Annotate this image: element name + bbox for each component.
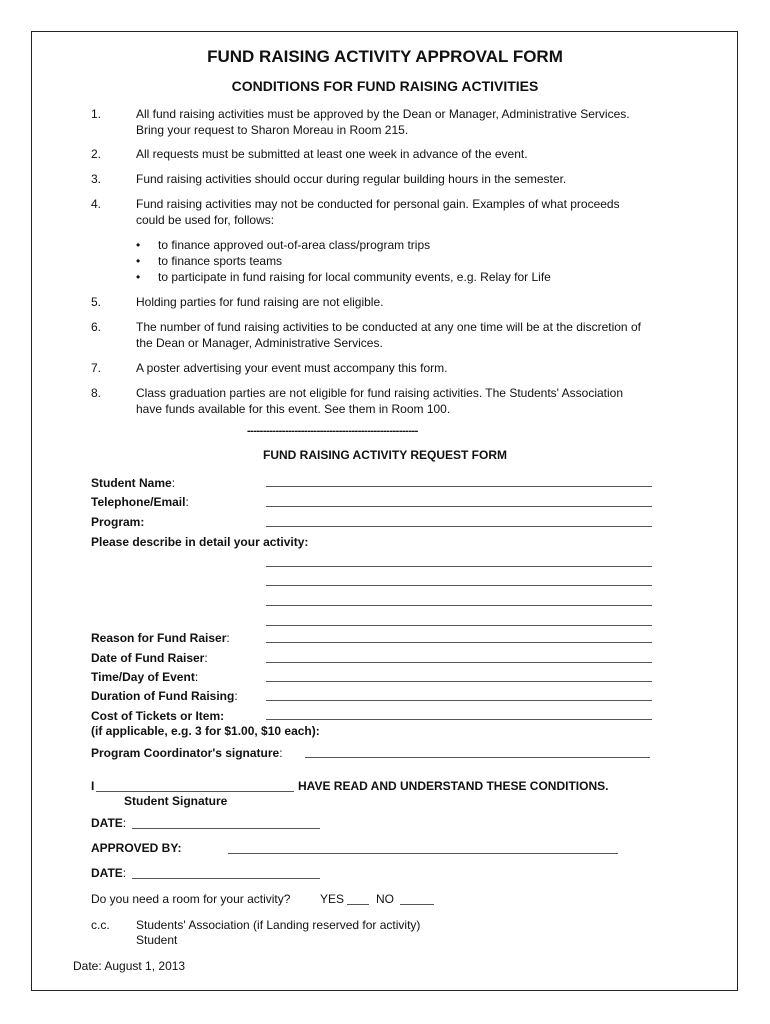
cc-label: c.c. (91, 918, 110, 932)
description-line[interactable] (266, 585, 652, 586)
condition-number: 1. (91, 107, 102, 121)
condition-text: have funds available for this event. See them in Room 100. (136, 402, 451, 416)
telephone-field[interactable] (266, 506, 652, 507)
cost-label: Cost of Tickets or Item: (91, 709, 225, 723)
declaration-text: HAVE READ AND UNDERSTAND THESE CONDITIONS. (298, 779, 609, 793)
condition-text: the Dean or Manager, Administrative Services. (136, 336, 383, 350)
condition-text: A poster advertising your event must accompany this form. (136, 361, 448, 375)
condition-text: Fund raising activities may not be conducted for personal gain. Examples of what proceeds (136, 197, 620, 211)
condition-number: 7. (91, 361, 102, 375)
form-title: FUND RAISING ACTIVITY APPROVAL FORM (207, 47, 563, 66)
description-line[interactable] (266, 625, 652, 626)
condition-number: 4. (91, 197, 102, 211)
time-label: Time/Day of Event: (91, 670, 199, 684)
cost-note: (if applicable, e.g. 3 for $1.00, $10 each): (91, 724, 320, 738)
condition-text: All fund raising activities must be approved by the Dean or Manager, Administrative Services. (136, 107, 630, 121)
student-signature-label: Student Signature (124, 794, 228, 808)
condition-number: 8. (91, 386, 102, 400)
bullet-icon: • (136, 238, 141, 252)
approval-date-label: DATE: (91, 866, 127, 880)
student-signature-field[interactable] (96, 791, 294, 792)
condition-text: could be used for, follows: (136, 213, 275, 227)
bullet-icon: • (136, 270, 141, 284)
no-field[interactable] (400, 904, 434, 905)
approval-date-field[interactable] (132, 878, 320, 879)
condition-text: The number of fund raising activities to be conducted at any one time will be at the discretion of (136, 320, 641, 334)
coordinator-signature-label: Program Coordinator's signature: (91, 746, 283, 760)
cc-recipient: Student (136, 933, 178, 947)
condition-text: Class graduation parties are not eligible for fund raising activities. The Students' Association (136, 386, 624, 400)
conditions-heading: CONDITIONS FOR FUND RAISING ACTIVITIES (231, 78, 539, 94)
program-field[interactable] (266, 526, 652, 527)
condition-number: 6. (91, 320, 102, 334)
approved-by-label: APPROVED BY: (91, 841, 182, 855)
date-field[interactable] (266, 662, 652, 663)
condition-number: 5. (91, 295, 102, 309)
reason-label: Reason for Fund Raiser: (91, 631, 230, 645)
reason-field[interactable] (266, 642, 652, 643)
description-line[interactable] (266, 566, 652, 567)
coordinator-signature-field[interactable] (305, 757, 650, 758)
program-label: Program: (91, 515, 145, 529)
time-field[interactable] (266, 681, 652, 682)
request-form-heading: FUND RAISING ACTIVITY REQUEST FORM (262, 448, 507, 462)
no-label: NO (376, 892, 394, 906)
bullet-icon: • (136, 254, 141, 268)
condition-text: Holding parties for fund raising are not eligible. (136, 295, 384, 309)
condition-number: 2. (91, 147, 102, 161)
date-label: Date of Fund Raiser: (91, 651, 208, 665)
cost-field[interactable] (266, 719, 652, 720)
footer-date: Date: August 1, 2013 (73, 959, 186, 973)
condition-text: Fund raising activities should occur during regular building hours in the semester. (136, 172, 567, 186)
condition-number: 3. (91, 172, 102, 186)
describe-label: Please describe in detail your activity: (91, 535, 309, 549)
duration-label: Duration of Fund Raising: (91, 689, 238, 703)
date-signature-label: DATE: (91, 816, 127, 830)
date-signature-field[interactable] (132, 828, 320, 829)
section-separator: ------------------------------------------------------ (247, 425, 418, 437)
yes-label: YES (320, 892, 345, 906)
declaration-prefix: I (91, 779, 95, 793)
approved-by-field[interactable] (228, 853, 618, 854)
room-question: Do you need a room for your activity? (91, 892, 291, 906)
bullet-text: to participate in fund raising for local community events, e.g. Relay for Life (158, 270, 551, 284)
yes-field[interactable] (347, 904, 369, 905)
bullet-text: to finance approved out-of-area class/program trips (158, 238, 431, 252)
telephone-label: Telephone/Email: (91, 495, 189, 509)
duration-field[interactable] (266, 700, 652, 701)
description-line[interactable] (266, 605, 652, 606)
student-name-label: Student Name: (91, 476, 176, 490)
condition-text: Bring your request to Sharon Moreau in Room 215. (136, 123, 409, 137)
condition-text: All requests must be submitted at least one week in advance of the event. (136, 147, 528, 161)
student-name-field[interactable] (266, 486, 652, 487)
cc-recipient: Students' Association (if Landing reserved for activity) (136, 918, 421, 932)
bullet-text: to finance sports teams (158, 254, 283, 268)
